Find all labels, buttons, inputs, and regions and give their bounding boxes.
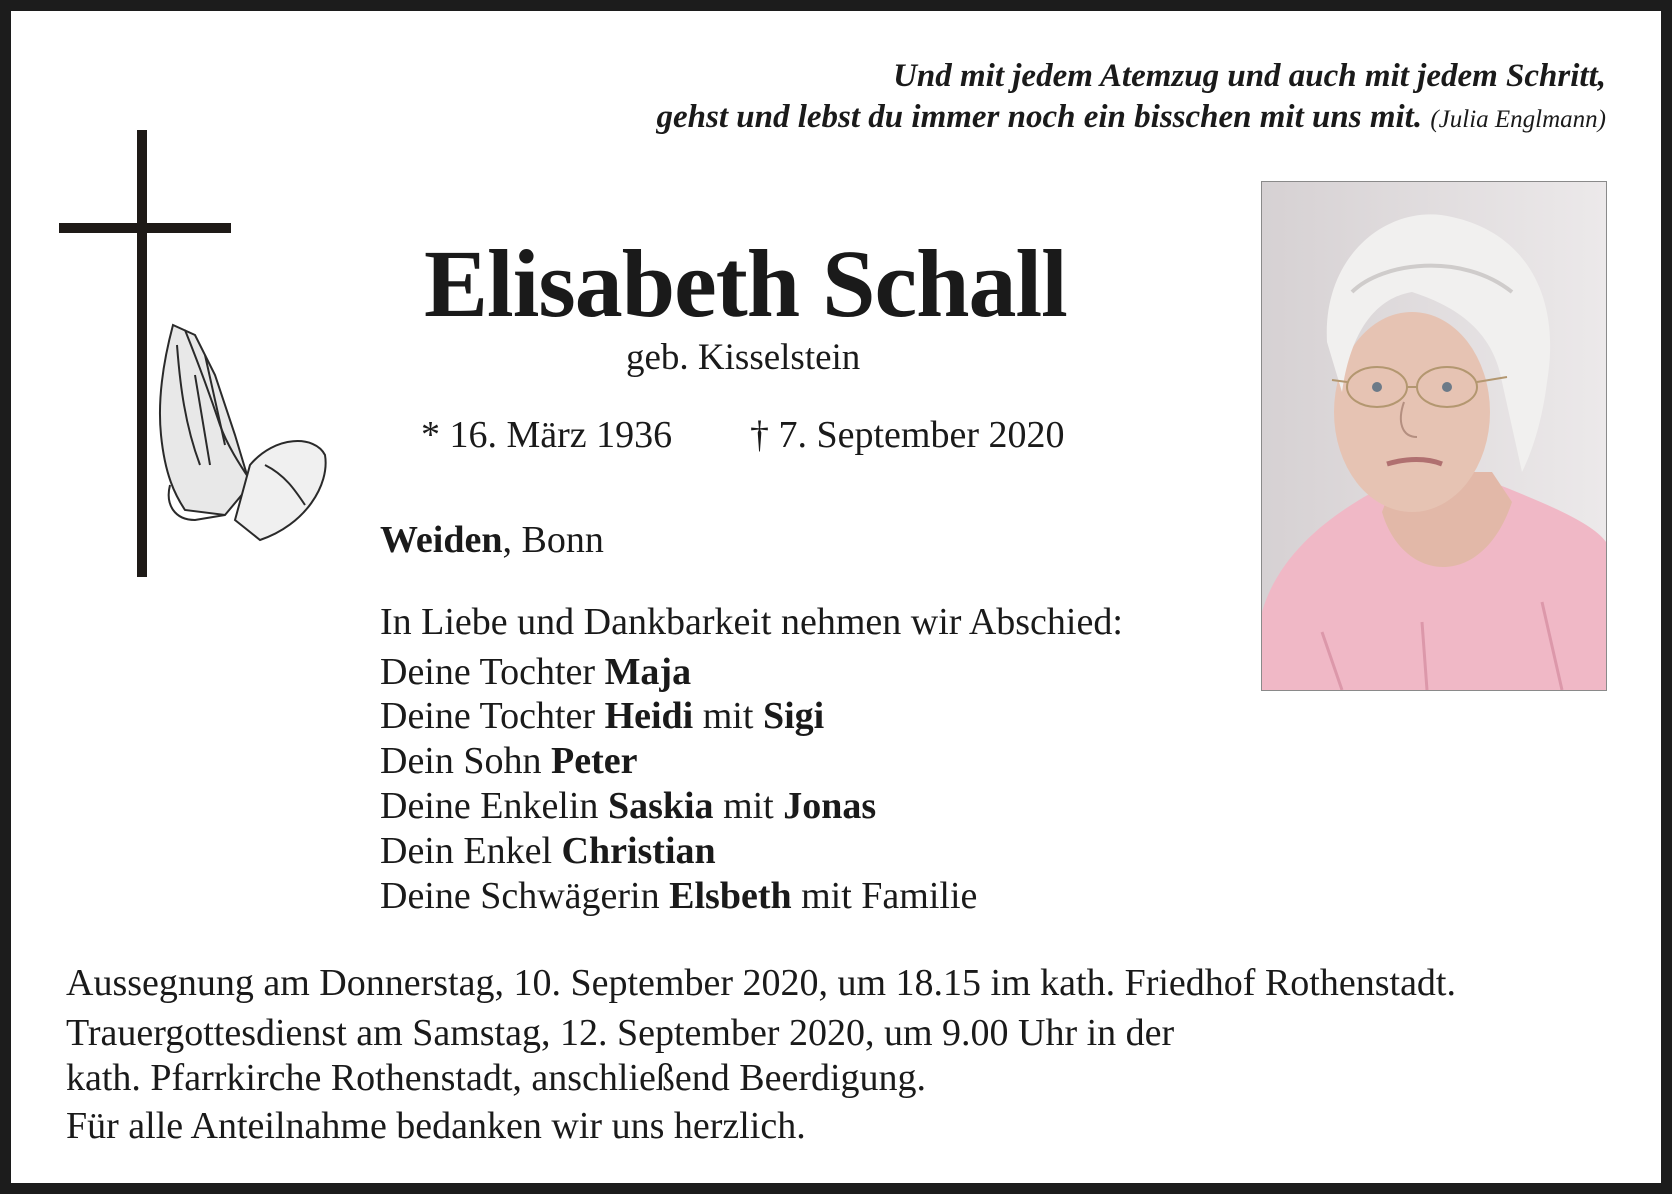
birth-date: * 16. März 1936 <box>421 414 673 456</box>
mourner-relation: mit <box>693 695 763 737</box>
quote-line-1: Und mit jedem Atemzug und auch mit jedem Schritt, <box>893 58 1606 94</box>
mourner-name: Sigi <box>762 695 825 737</box>
quote-author: (Julia Englmann) <box>1430 106 1606 133</box>
mourner-line <box>380 874 977 918</box>
mourner-relation: Dein Enkel <box>380 830 562 872</box>
mourner-relation: mit <box>713 785 784 827</box>
place-primary: Weiden <box>380 519 503 561</box>
quote-text: gehst und lebst du immer noch ein bisschen mit uns mit. <box>656 99 1423 135</box>
deceased-name: Elisabeth Schall <box>424 230 1067 337</box>
portrait-photo <box>1261 181 1607 691</box>
mourner-relation: Dein Sohn <box>380 740 551 782</box>
service-notice-line-2: kath. Pfarrkirche Rothenstadt, anschließend Beerdigung. <box>66 1057 927 1099</box>
places <box>380 518 604 562</box>
mourner-line <box>380 650 691 694</box>
mourner-name: Christian <box>561 830 716 872</box>
mourner-line <box>380 829 716 873</box>
mourner-relation: Deine Enkelin <box>380 785 608 827</box>
death-date: † 7. September 2020 <box>750 414 1065 456</box>
mourner-name: Heidi <box>604 695 694 737</box>
mourners-intro: In Liebe und Dankbarkeit nehmen wir Abschied: <box>380 601 1123 643</box>
blessing-notice: Aussegnung am Donnerstag, 10. September 2020, um 18.15 im kath. Friedhof Rothenstadt. <box>66 962 1456 1004</box>
place-secondary: , Bonn <box>502 519 604 561</box>
mourner-relation: Deine Tochter <box>380 695 605 737</box>
mourner-name: Saskia <box>607 785 714 827</box>
mourner-name: Peter <box>551 740 638 782</box>
mourner-line <box>380 694 824 738</box>
mourner-name: Jonas <box>783 785 877 827</box>
mourner-relation: Deine Schwägerin <box>380 875 670 917</box>
quote-line-2 <box>657 99 1607 136</box>
mourner-line <box>380 739 637 783</box>
thanks-notice: Für alle Anteilnahme bedanken wir uns herzlich. <box>66 1105 806 1147</box>
mourner-name: Maja <box>604 651 692 693</box>
mourner-relation: Deine Tochter <box>380 651 605 693</box>
maiden-name: geb. Kisselstein <box>626 337 861 378</box>
mourner-relation: mit Familie <box>791 875 978 917</box>
praying-hands-icon <box>155 315 335 555</box>
mourner-name: Elsbeth <box>669 875 792 917</box>
service-notice-line-1: Trauergottesdienst am Samstag, 12. September 2020, um 9.00 Uhr in der <box>66 1012 1175 1054</box>
mourner-line <box>380 784 876 828</box>
